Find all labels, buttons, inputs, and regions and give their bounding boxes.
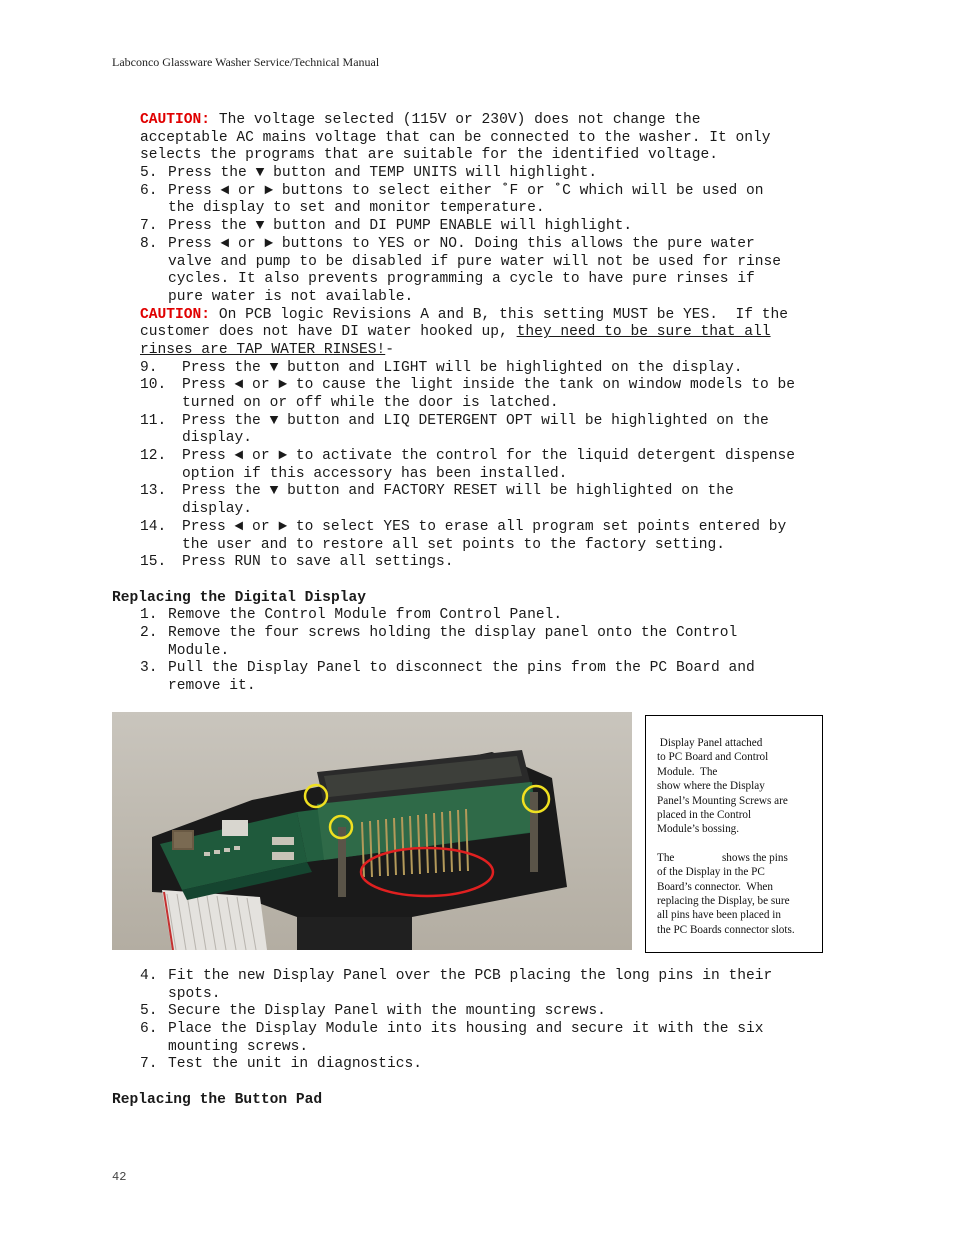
list-item-text — [168, 218, 847, 236]
section-heading: Replacing the Button Pad — [112, 1091, 323, 1108]
caption-line: replacing the Display, be sure — [657, 895, 790, 908]
list-item-number: 8. — [140, 235, 158, 252]
manual-content-continued — [112, 968, 847, 1110]
section-heading: Replacing the Digital Display — [112, 589, 366, 606]
list-item-text — [168, 236, 847, 307]
list-item-line: Press ◄ or ► buttons to YES or NO. Doing this allows the pure water — [168, 235, 755, 252]
list-item-text — [168, 1056, 847, 1074]
list-item — [140, 360, 847, 378]
list-item — [140, 660, 847, 695]
list-item — [140, 183, 847, 218]
list-item-line: Remove the four screws holding the display panel onto the Control — [168, 625, 738, 642]
list-item-text — [168, 968, 847, 1003]
caption-line: the PC Boards connector slots. — [657, 923, 795, 936]
list-item-line: pure water is not available. — [168, 288, 414, 305]
manual-content — [112, 112, 847, 696]
display-panel-photo-illustration — [112, 712, 632, 950]
list-item — [140, 968, 847, 1003]
caption-line: Module. The — [657, 765, 718, 778]
list-item-line: Press the ▼ button and LIGHT will be highlighted on the display. — [182, 359, 743, 376]
caption-line: Panel’s Mounting Screws are — [657, 794, 788, 807]
list-item-line: the user and to restore all set points to the factory setting. — [182, 536, 725, 553]
list-item-line: spots. — [168, 985, 221, 1002]
list-item-number: 9. — [140, 359, 158, 376]
list-item-line: display. — [182, 430, 253, 447]
steps-list — [112, 165, 847, 307]
list-item-number: 5. — [140, 165, 158, 182]
list-item-line: display. — [182, 501, 253, 518]
list-item-number: 1. — [140, 607, 158, 624]
list-item — [140, 483, 847, 518]
list-item — [140, 1056, 847, 1074]
caution-underlined-text: rinses are TAP WATER RINSES! — [140, 341, 386, 358]
list-item — [140, 519, 847, 554]
list-item-line: Place the Display Module into its housing and secure it with the six — [168, 1021, 764, 1038]
list-item-number: 15. — [140, 554, 167, 571]
list-item-line: Press the ▼ button and TEMP UNITS will highlight. — [168, 165, 598, 182]
caution-underlined-text: they need to be sure that all — [516, 324, 771, 341]
display-panel-photo — [112, 712, 632, 950]
list-item-text — [182, 360, 847, 378]
list-item-number: 6. — [140, 1021, 158, 1038]
list-item — [140, 218, 847, 236]
list-item — [140, 554, 847, 572]
list-item-text — [168, 660, 847, 695]
list-item-text — [182, 448, 847, 483]
steps-list — [112, 968, 847, 1074]
caution-label: CAUTION: — [140, 306, 211, 323]
list-item-number: 12. — [140, 448, 167, 465]
list-item-line: Press the ▼ button and DI PUMP ENABLE will highlight. — [168, 218, 633, 235]
list-item-number: 7. — [140, 218, 158, 235]
caption-line: all pins have been placed in — [657, 909, 781, 922]
list-item — [140, 165, 847, 183]
list-item-line: the display to set and monitor temperature. — [168, 200, 545, 217]
caution-text: selects the programs that are suitable for the identified voltage. — [140, 147, 719, 164]
list-item-text — [168, 625, 847, 660]
list-item — [140, 1021, 847, 1056]
caution-label: CAUTION: — [140, 112, 211, 128]
list-item-text — [182, 519, 847, 554]
list-item — [140, 607, 847, 625]
list-item-text — [182, 377, 847, 412]
list-item-line: Pull the Display Panel to disconnect the pins from the PC Board and — [168, 660, 755, 677]
list-item-line: Press ◄ or ► to activate the control for the liquid detergent dispense — [182, 448, 796, 465]
caution-text: On PCB logic Revisions A and B, this setting MUST be YES. If the — [210, 306, 789, 323]
list-item-text — [168, 607, 847, 625]
list-item — [140, 448, 847, 483]
list-item-line: valve and pump to be disabled if pure water will not be used for rinse — [168, 253, 782, 270]
photo-caption — [645, 715, 823, 953]
caution-text: The voltage selected (115V or 230V) does not change the — [210, 112, 701, 128]
list-item-number: 14. — [140, 518, 167, 535]
caption-paragraph — [657, 736, 814, 837]
list-item-line: mounting screws. — [168, 1038, 309, 1055]
list-item-line: Press the ▼ button and FACTORY RESET will be highlighted on the — [182, 483, 734, 500]
list-item-line: Press the ▼ button and LIQ DETERGENT OPT will be highlighted on the — [182, 412, 769, 429]
list-item-number: 4. — [140, 968, 158, 984]
list-item-line: remove it. — [168, 678, 256, 695]
list-item-number: 11. — [140, 412, 167, 429]
list-item-number: 7. — [140, 1056, 158, 1073]
list-item-text — [182, 483, 847, 518]
caution-text: - — [385, 341, 394, 358]
caution-block-2 — [112, 307, 847, 360]
caution-text: customer does not have DI water hooked up, — [140, 324, 517, 341]
list-item-text — [168, 183, 847, 218]
list-item-number: 13. — [140, 483, 167, 500]
caption-line: of the Display in the PC — [657, 866, 765, 879]
caption-line: Board’s connector. When — [657, 880, 773, 893]
list-item-line: Module. — [168, 642, 230, 659]
list-item — [140, 377, 847, 412]
list-item-line: Fit the new Display Panel over the PCB placing the long pins in their — [168, 968, 773, 984]
page-number: 42 — [112, 1170, 127, 1184]
caption-line: placed in the Control — [657, 809, 752, 822]
list-item-text — [168, 1021, 847, 1056]
list-item-text — [168, 165, 847, 183]
caution-text: acceptable AC mains voltage that can be connected to the washer. It only — [140, 129, 771, 146]
list-item-number: 2. — [140, 625, 158, 642]
list-item — [140, 625, 847, 660]
caption-line: show where the Display — [657, 780, 765, 793]
running-header: Labconco Glassware Washer Service/Technical Manual — [112, 55, 380, 69]
list-item — [140, 413, 847, 448]
list-item-number: 5. — [140, 1003, 158, 1020]
list-item-line: turned on or off while the door is latched. — [182, 395, 559, 412]
list-item — [140, 236, 847, 307]
list-item-line: Press ◄ or ► buttons to select either ˚F or ˚C which will be used on — [168, 182, 764, 199]
list-item-line: Secure the Display Panel with the mounting screws. — [168, 1003, 606, 1020]
caption-line: The shows the pins — [657, 851, 788, 864]
list-item-number: 3. — [140, 660, 158, 677]
caption-line: Display Panel attached — [657, 737, 763, 749]
list-item-text — [182, 413, 847, 448]
list-item-line: option if this accessory has been installed. — [182, 465, 568, 482]
list-item-line: Press ◄ or ► to cause the light inside the tank on window models to be — [182, 377, 796, 394]
list-item-text — [168, 1003, 847, 1021]
caption-paragraph — [657, 851, 814, 937]
steps-list — [112, 360, 847, 572]
steps-list — [112, 607, 847, 695]
list-item-number: 6. — [140, 182, 158, 199]
caption-line: Module’s bossing. — [657, 823, 740, 836]
list-item-line: Press ◄ or ► to select YES to erase all program set points entered by — [182, 518, 787, 535]
list-item-number: 10. — [140, 377, 167, 394]
list-item-line: Press RUN to save all settings. — [182, 554, 454, 571]
list-item-line: Test the unit in diagnostics. — [168, 1056, 422, 1073]
caption-line: to PC Board and Control — [657, 751, 769, 764]
list-item-text — [182, 554, 847, 572]
list-item-line: Remove the Control Module from Control Panel. — [168, 607, 563, 624]
list-item-line: cycles. It also prevents programming a cycle to have pure rinses if — [168, 271, 755, 288]
list-item — [140, 1003, 847, 1021]
caution-block-1 — [112, 112, 847, 165]
